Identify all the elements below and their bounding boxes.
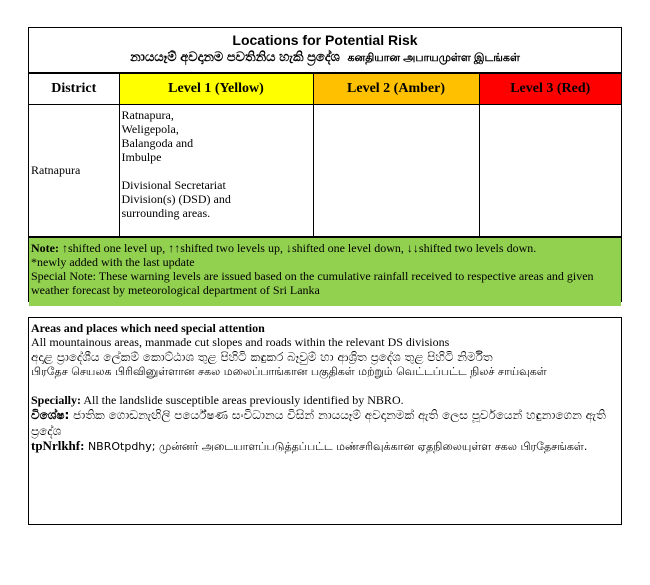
sinhala-specially-text: ජාතික ගොඩනැඟිලි පර්යේෂණ සංවිධානය විසින් නායයෑම් අවදානමක් ඇති ලෙස පූර්වයෙන් හඳුනාගෙන ඇති ප්‍රදේශ <box>31 408 606 438</box>
special-note: Special Note: These warning levels are issued based on the cumulative rainfall received to respective areas and given weather forecast by meteorological department of Sri Lanka <box>31 269 594 297</box>
level-1-cell <box>119 105 313 237</box>
table-header-row <box>29 74 621 105</box>
special-attention-box <box>28 317 622 525</box>
level-1-area: Weligepola, <box>121 122 179 136</box>
table-row <box>29 105 621 237</box>
note-newly: *newly added with the last update <box>31 255 195 269</box>
level-1-dsd: Divisional Secretariat <box>121 178 226 192</box>
title-bar <box>29 28 621 73</box>
district-cell: Ratnapura <box>29 105 119 237</box>
title-english: Locations for Potential Risk <box>232 32 418 48</box>
risk-table <box>29 73 621 237</box>
specially-text: All the landslide susceptible areas previously identified by NBRO. <box>81 393 404 407</box>
level-3-cell <box>479 105 621 237</box>
tamil-specially-text: NBROtpdhy; முன்னர் அடையாளப்படுத்தப்பட்ட மண்சரிவுக்கான ஏதநிலையுள்ள சகல பிரதேசங்கள். <box>84 440 588 453</box>
level-1-dsd: surrounding areas. <box>121 206 211 220</box>
level-1-dsd: Division(s) (DSD) and <box>121 192 231 206</box>
sinhala-specially-label: විශේෂ: <box>31 408 70 422</box>
level-1-area: Ratnapura, <box>121 108 174 122</box>
attention-heading: Areas and places which need special attention <box>31 321 265 335</box>
note-text: ↑shifted one level up, ↑↑shifted two levels up, ↓shifted one level down, ↓↓shifted two levels down. <box>58 241 537 255</box>
specially-label: Specially: <box>31 393 81 407</box>
attention-sinhala: අදාළ ප්‍රාදේශීය ලේකම් කොට්ඨාශ තුළ පිහිටි කඳුකර බෑවුම් හා ආශ්‍රිත ප්‍රදේශ තුළ පිහිටි නිර්මිත <box>31 350 493 364</box>
note-panel <box>29 237 621 306</box>
title-local <box>29 48 621 67</box>
header-level-1: Level 1 (Yellow) <box>119 74 313 105</box>
risk-locations-box <box>28 27 622 302</box>
tamil-specially-label: tpNrlkhf: <box>31 438 85 453</box>
level-1-area: Imbulpe <box>121 150 162 164</box>
header-level-2: Level 2 (Amber) <box>313 74 479 105</box>
header-level-3: Level 3 (Red) <box>479 74 621 105</box>
attention-tamil: பிரதேச செயலக பிரிவினுள்ளான சகல மலைப்பாங்கான பகுதிகள் மற்றும் வெட்டப்பட்ட நிலச் சாய்வுகள் <box>31 365 547 378</box>
level-2-cell <box>313 105 479 237</box>
note-label: Note: <box>31 241 59 255</box>
title-tamil: கனதியான அபாயமுள்ள இடங்கள் <box>347 52 520 64</box>
header-district: District <box>29 74 119 105</box>
level-1-area: Balangoda and <box>121 136 194 150</box>
attention-english: All mountainous areas, manmade cut slopes and roads within the relevant DS divisions <box>31 335 450 349</box>
title-sinhala: නායයෑම් අවදානම පවතිනිය හැකි ප්‍රදේශ <box>130 49 340 64</box>
